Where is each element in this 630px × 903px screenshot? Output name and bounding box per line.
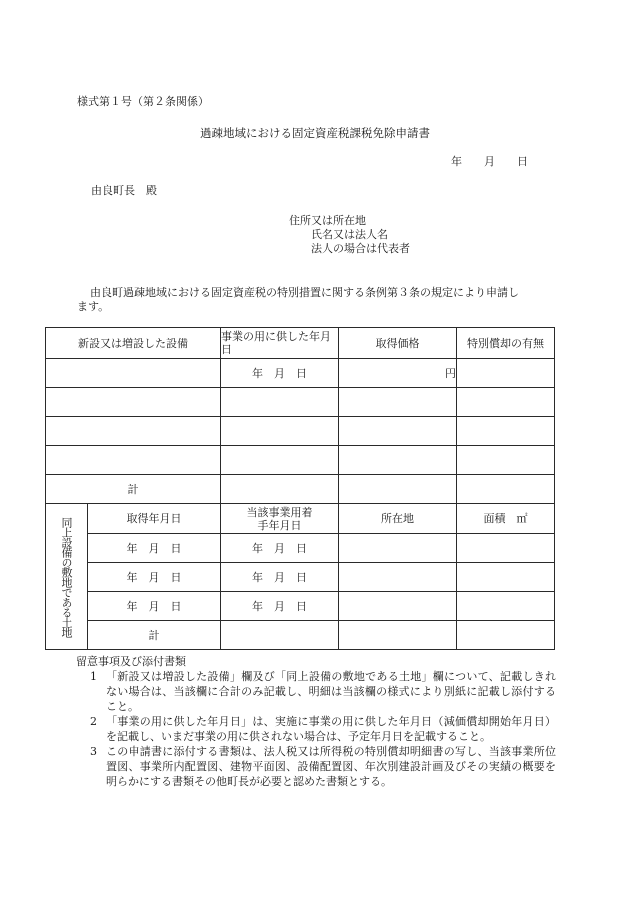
note-item [76,669,556,714]
land-start-date-cell[interactable]: 年 月 日 [221,563,339,592]
applicant-name-label: 氏名又は法人名 [311,228,388,241]
in-service-date-cell[interactable] [221,388,339,417]
body-text-line-1: 由良町過疎地域における固定資産税の特別措置に関する条例第３条の規定により申請し [90,286,519,299]
land-acquisition-date-cell[interactable]: 年 月 日 [88,592,221,621]
special-depreciation-cell[interactable] [457,388,555,417]
table-row [46,592,555,621]
acquisition-price-cell[interactable] [339,388,457,417]
note-number: 3 [90,745,97,758]
land-header-row [46,504,555,534]
date-line: 年 月 日 [451,155,528,168]
header-land-location: 所在地 [339,504,457,534]
equipment-total-label: 計 [46,475,221,504]
table-row [46,417,555,446]
applicant-rep-label: 法人の場合は代表者 [311,242,410,255]
note-text: 「事業の用に供した年月日」は、実施に事業の用に供した年月日（減価償却開始年月日）を記載し、いまだ事業の用に供されない場合は、予定年月日を記載すること。 [106,715,556,743]
applicant-address-label: 住所又は所在地 [289,214,366,227]
note-item [76,714,556,744]
land-start-date-cell[interactable]: 年 月 日 [221,592,339,621]
application-table [45,327,555,650]
table-row [46,388,555,417]
note-text: この申請書に添付する書類は、法人税又は所得税の特別償却明細書の写し、当該事業所位置図、事業所内配置図、建物平面図、設備配置図、年次別建設計画及びその実績の概要を明らかにする書類その他町長が必要と認めた書類とする。 [106,745,556,788]
special-depreciation-cell[interactable] [457,417,555,446]
land-location-cell[interactable] [339,534,457,563]
table-row [46,534,555,563]
land-total-label: 計 [88,621,221,650]
header-in-service-date: 事業の用に供した年月日 [221,328,339,359]
note-number: 1 [90,670,97,683]
in-service-date-cell[interactable] [221,475,339,504]
in-service-date-cell[interactable] [221,446,339,475]
land-acquisition-date-cell[interactable]: 年 月 日 [88,563,221,592]
acquisition-price-cell[interactable]: 円 [339,359,457,388]
table-row [46,446,555,475]
body-text-line-2: ます。 [77,300,110,313]
land-area-cell[interactable] [457,534,555,563]
note-item [76,744,556,789]
land-acquisition-date-cell[interactable]: 年 月 日 [88,534,221,563]
land-location-cell[interactable] [339,621,457,650]
land-area-cell[interactable] [457,592,555,621]
equipment-cell[interactable] [46,359,221,388]
land-start-date-cell[interactable]: 年 月 日 [221,534,339,563]
notes-section [76,654,556,789]
land-total-row [46,621,555,650]
land-location-cell[interactable] [339,563,457,592]
note-text: 「新設又は増設した設備」欄及び「同上設備の敷地である土地」欄について、記載しきれない場合は、当該欄に合計のみ記載し、明細は当該欄の様式により別紙に記載し添付すること。 [106,670,556,713]
form-number: 様式第１号（第２条関係） [77,95,209,108]
land-area-cell[interactable] [457,563,555,592]
header-special-depreciation: 特別償却の有無 [457,328,555,359]
table-header-row [46,328,555,359]
document-title: 過疎地域における固定資産税課税免除申請書 [200,126,430,140]
header-equipment: 新設又は増設した設備 [46,328,221,359]
header-land-acquisition-date: 取得年月日 [88,504,221,534]
land-start-date-cell[interactable] [221,621,339,650]
header-land-area: 面積 ㎡ [457,504,555,534]
header-acquisition-price: 取得価格 [339,328,457,359]
header-land-start-date: 当該事業用着手年月日 [221,504,339,534]
equipment-cell[interactable] [46,388,221,417]
in-service-date-cell[interactable]: 年 月 日 [221,359,339,388]
equipment-cell[interactable] [46,446,221,475]
special-depreciation-cell[interactable] [457,446,555,475]
land-location-cell[interactable] [339,592,457,621]
notes-heading: 留意事項及び添付書類 [76,655,186,668]
acquisition-price-total-cell[interactable] [339,475,457,504]
equipment-cell[interactable] [46,417,221,446]
acquisition-price-cell[interactable] [339,446,457,475]
land-area-total-cell[interactable] [457,621,555,650]
land-section-label [46,504,88,650]
land-section-label-text: 同上設備の敷地である土地 [60,516,73,637]
in-service-date-cell[interactable] [221,417,339,446]
addressee: 由良町長 殿 [91,184,157,197]
acquisition-price-cell[interactable] [339,417,457,446]
equipment-total-row [46,475,555,504]
special-depreciation-cell[interactable] [457,359,555,388]
table-row [46,359,555,388]
table-row [46,563,555,592]
note-number: 2 [90,715,97,728]
special-depreciation-cell[interactable] [457,475,555,504]
